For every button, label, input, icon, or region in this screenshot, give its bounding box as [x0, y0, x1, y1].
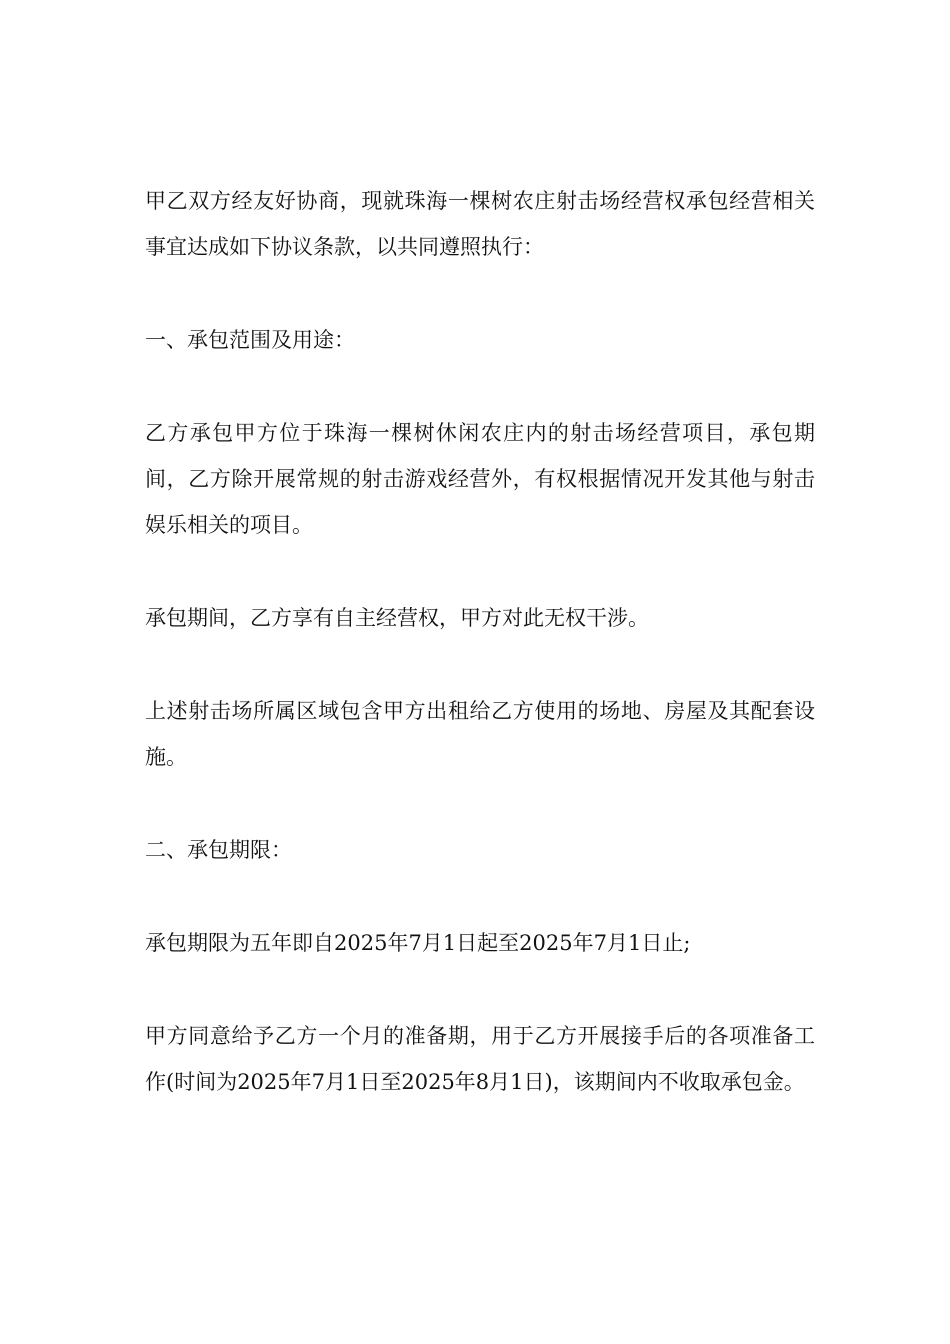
section-heading-scope: 一、承包范围及用途：	[145, 328, 355, 352]
document-body	[145, 178, 815, 1152]
paragraph-term: 承包期限为五年即自2025年7月1日起至2025年7月1日止;	[145, 931, 691, 955]
section-heading-term: 二、承包期限：	[145, 838, 292, 862]
paragraph-area: 上述射击场所属区域包含甲方出租给乙方使用的场地、房屋及其配套设施。	[145, 699, 815, 769]
paragraph-autonomy: 承包期间，乙方享有自主经营权，甲方对此无权干涉。	[145, 606, 649, 630]
paragraph-scope: 乙方承包甲方位于珠海一棵树休闲农庄内的射击场经营项目，承包期间，乙方除开展常规的射击游戏经营外，有权根据情况开发其他与射击娱乐相关的项目。	[145, 421, 815, 537]
paragraph-preparation: 甲方同意给予乙方一个月的准备期，用于乙方开展接手后的各项准备工作(时间为2025年7月1日至2025年8月1日)，该期间内不收取承包金。	[145, 1024, 815, 1094]
paragraph-intro: 甲乙双方经友好协商，现就珠海一棵树农庄射击场经营权承包经营相关事宜达成如下协议条款，以共同遵照执行：	[145, 189, 815, 259]
